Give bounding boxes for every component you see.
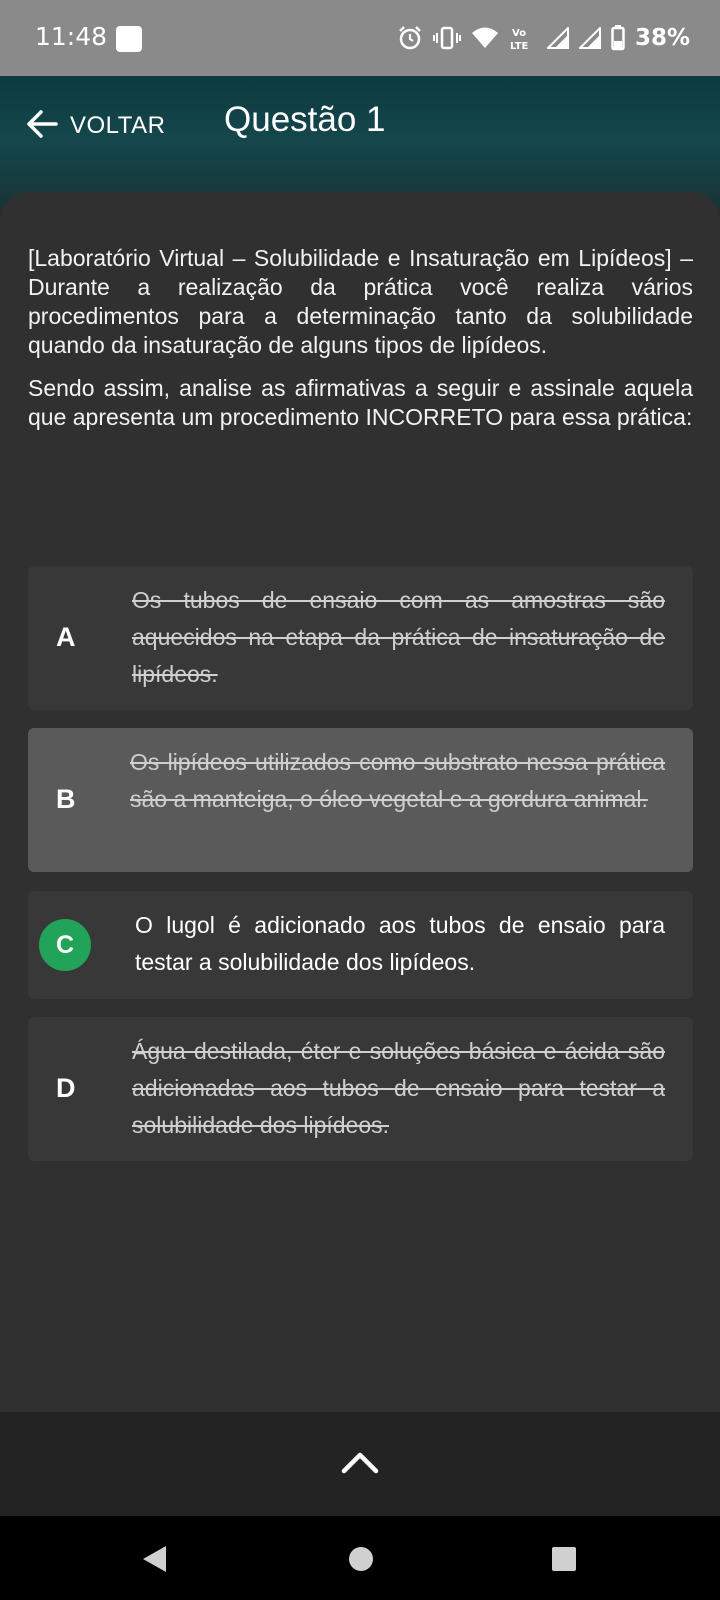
option-a[interactable]: [28, 566, 693, 710]
bottom-panel: [0, 1412, 720, 1516]
alarm-icon: [397, 25, 423, 51]
option-letter: A: [56, 622, 76, 652]
signal-icon: [547, 27, 569, 49]
back-label: VOLTAR: [70, 112, 166, 139]
status-time: 11:48: [35, 22, 108, 51]
battery-percent: 38%: [634, 25, 690, 51]
vibrate-icon: [433, 25, 461, 51]
battery-icon: [611, 25, 625, 51]
nav-recents-icon[interactable]: [550, 1544, 578, 1579]
back-button[interactable]: [26, 104, 165, 148]
notification-icon: [116, 26, 142, 52]
option-letter: D: [56, 1073, 76, 1103]
question-paragraph: [Laboratório Virtual – Solubilidade e Insaturação em Lipídeos] – Durante a realização da prática você realiza vários procedimentos para a determinação tanto da solubilidade quando da insaturação de alguns tipos de lipídeos.: [28, 245, 693, 358]
system-nav-bar: [0, 1516, 720, 1600]
svg-text:LTE: LTE: [509, 41, 529, 51]
option-letter: B: [56, 784, 76, 814]
status-icons: [397, 18, 690, 58]
volte-icon: [509, 25, 537, 51]
nav-back-icon[interactable]: [140, 1544, 168, 1579]
option-b[interactable]: [28, 728, 693, 872]
signal-icon: [579, 27, 601, 49]
arrow-left-icon: [26, 109, 58, 144]
option-text: Os lipídeos utilizados como substrato nessa prática são a manteiga, o óleo vegetal e a gordura animal.: [130, 749, 665, 812]
page-title: Questão 1: [224, 100, 386, 139]
option-text: Os tubos de ensaio com as amostras são aquecidos na etapa da prática de insaturação de lipídeos.: [132, 587, 665, 687]
option-d[interactable]: [28, 1017, 693, 1161]
question-statement: [28, 244, 693, 446]
option-text: Água destilada, éter e soluções básica e ácida são adicionadas aos tubos de ensaio para testar a solubilidade dos lipídeos.: [132, 1038, 665, 1138]
question-paragraph: Sendo assim, analise as afirmativas a seguir e assinale aquela que apresenta um procedimento INCORRETO para essa prática:: [28, 375, 693, 430]
status-bar: [0, 0, 720, 76]
nav-home-icon[interactable]: [347, 1544, 375, 1579]
option-c[interactable]: [28, 891, 693, 999]
option-letter-badge: C: [39, 919, 91, 971]
option-text: O lugol é adicionado aos tubos de ensaio para testar a solubilidade dos lipídeos.: [135, 912, 665, 975]
chevron-up-icon[interactable]: [340, 1449, 380, 1480]
wifi-icon: [471, 26, 499, 50]
volte-label: Vo: [511, 28, 526, 39]
